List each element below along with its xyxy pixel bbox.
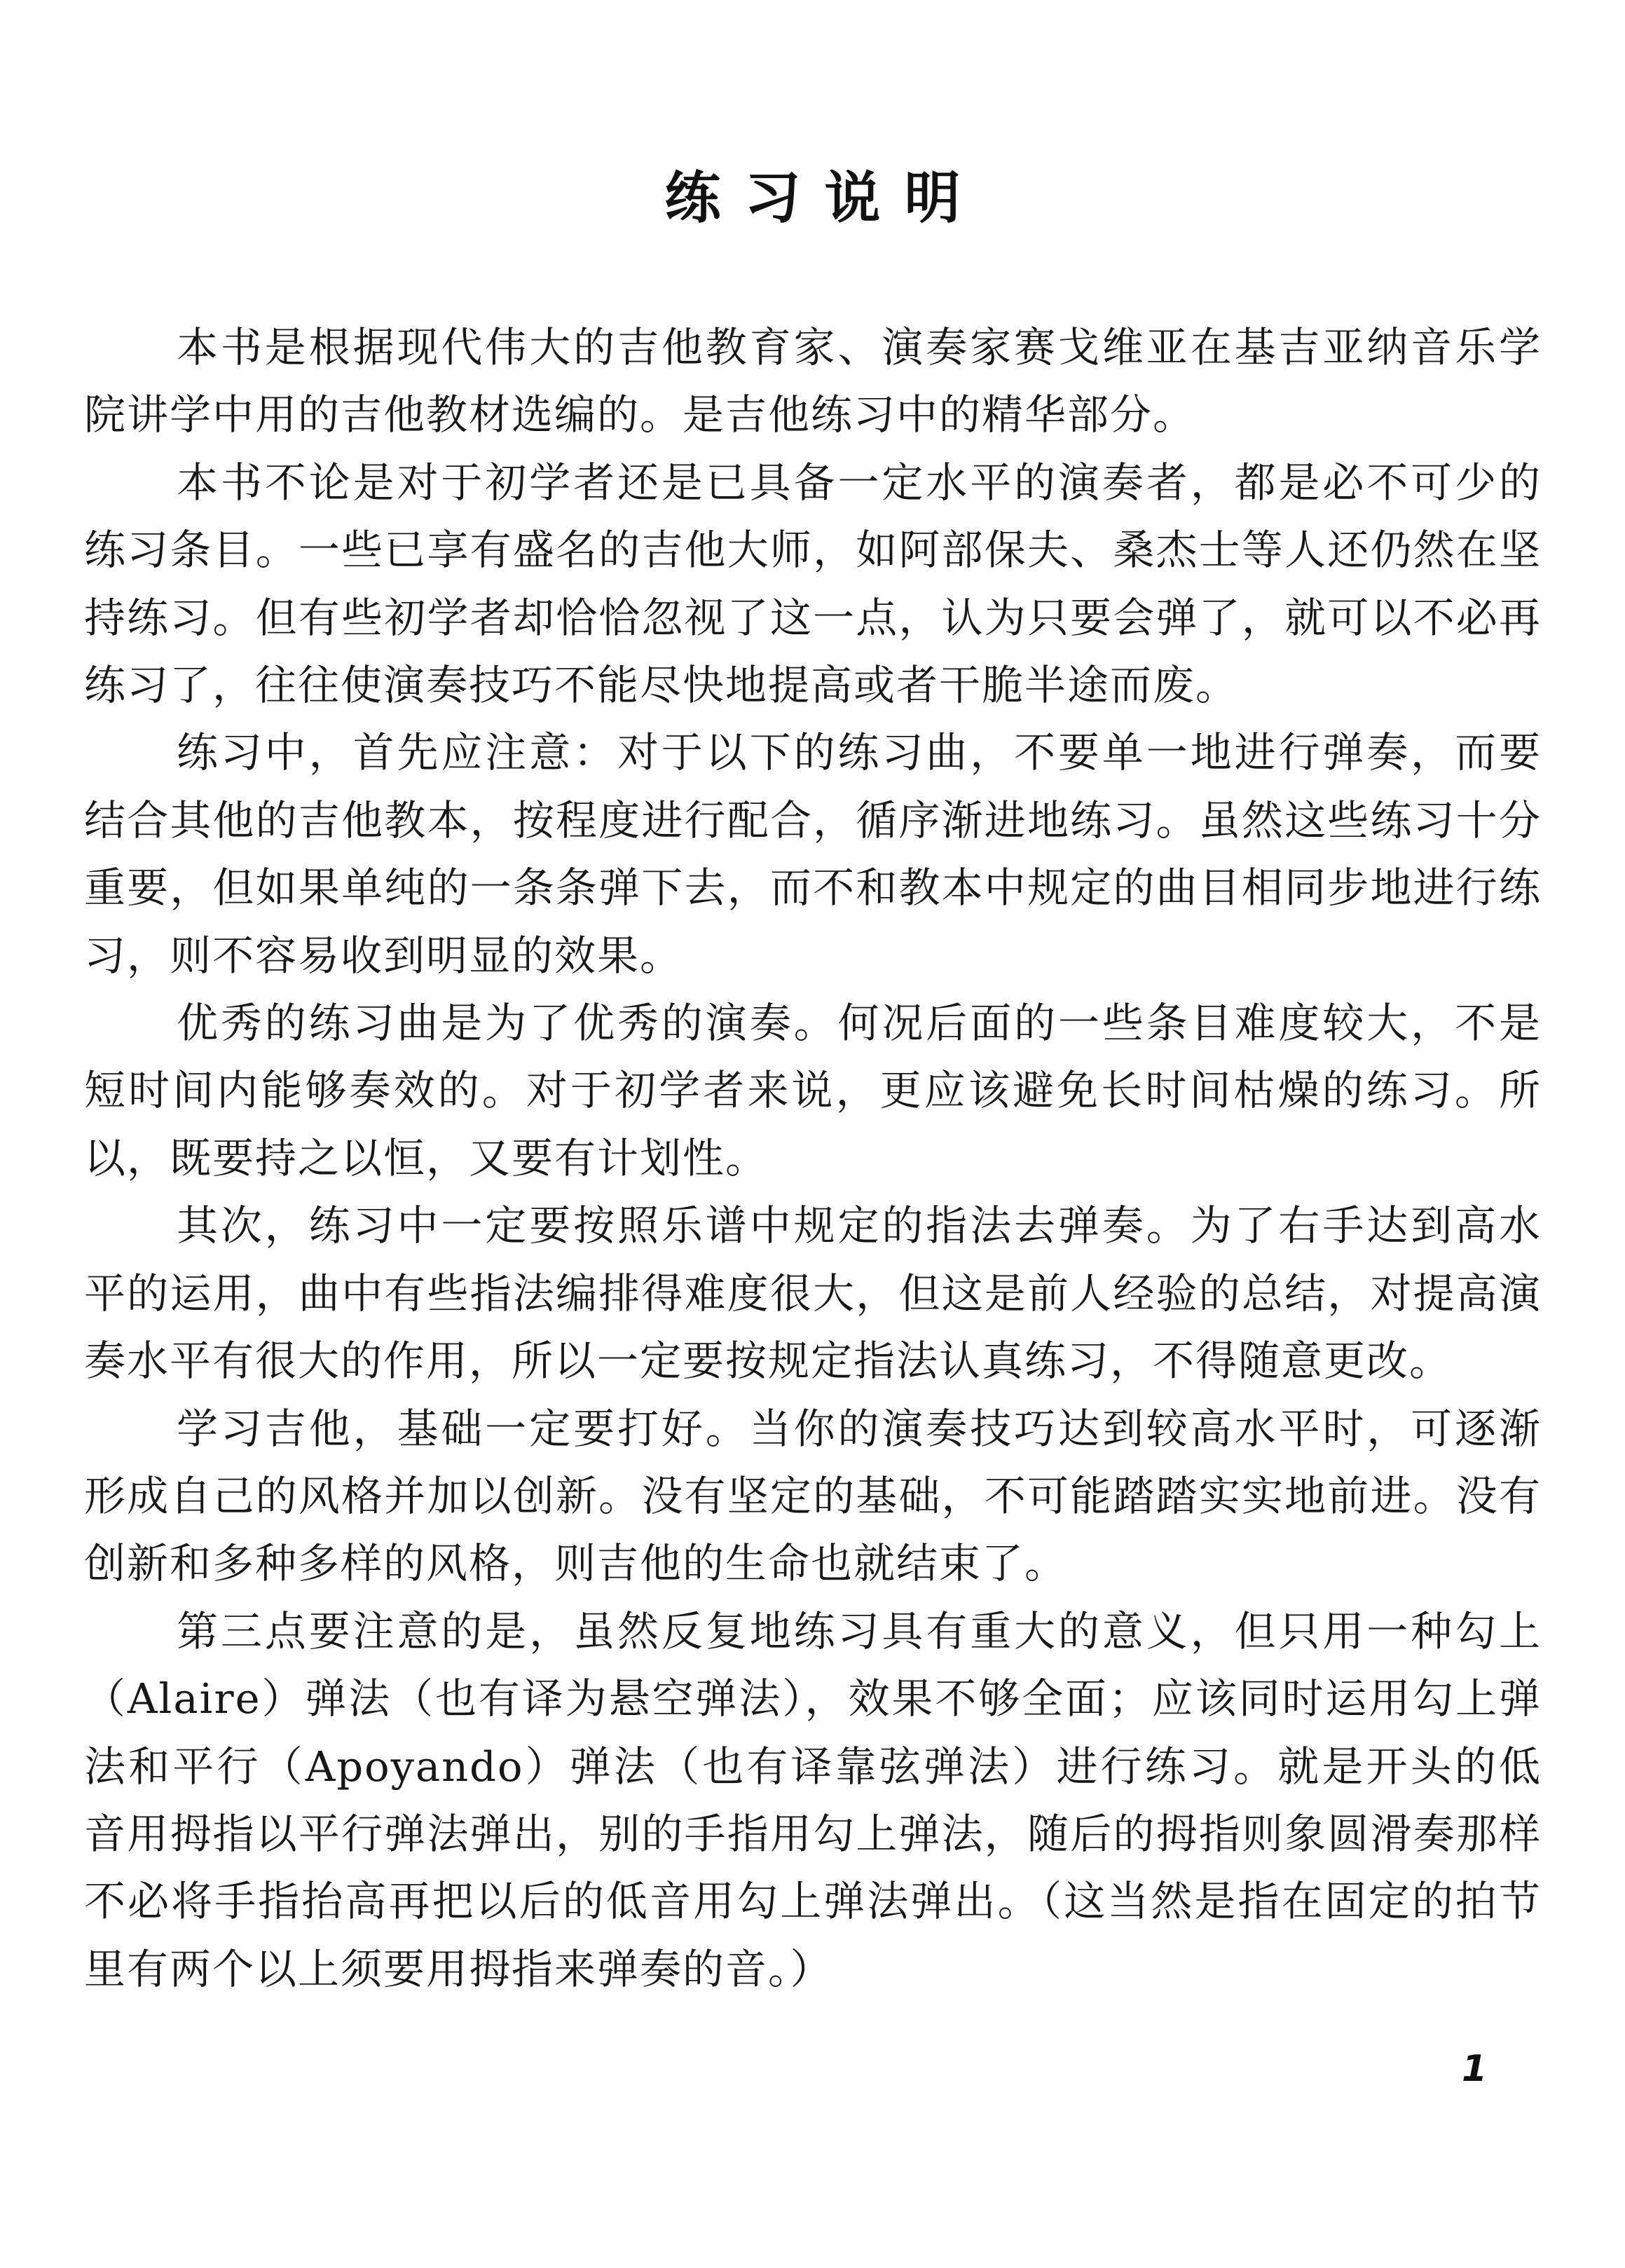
page-number: 1	[1462, 2048, 1488, 2090]
paragraph-foundation: 学习吉他，基础一定要打好。当你的演奏技巧达到较高水平时，可逐渐形成自己的风格并加以创新。没有坚定的基础，不可能踏踏实实地前进。没有创新和多种多样的风格，则吉他的生命也就结束了。	[84, 1404, 1542, 1588]
page-title: 练习说明	[664, 165, 985, 231]
paragraph-planning: 优秀的练习曲是为了优秀的演奏。何况后面的一些条目难度较大，不是短时间内能够奏效的。对于初学者来说，更应该避免长时间枯燥的练习。所以，既要持之以恒，又要有计划性。	[84, 999, 1542, 1182]
paragraph-fingering: 其次，练习中一定要按照乐谱中规定的指法去弹奏。为了右手达到高水平的运用，曲中有些指法编排得难度很大，但这是前人经验的总结，对提高演奏水平有很大的作用，所以一定要按规定指法认真练习，不得随意更改。	[84, 1201, 1542, 1386]
paragraph-first-point: 练习中，首先应注意：对于以下的练习曲，不要单一地进行弹奏，而要结合其他的吉他教本，按程度进行配合，循序渐进地练习。虽然这些练习十分重要，但如果单纯的一条条弹下去，而不和教本中规定的曲目相同步地进行练习，则不容易收到明显的效果。	[84, 728, 1542, 980]
paragraph-intro: 本书是根据现代伟大的吉他教育家、演奏家赛戈维亚在基吉亚纳音乐学院讲学中用的吉他教材选编的。是吉他练习中的精华部分。	[84, 323, 1542, 439]
body-text	[84, 314, 1542, 2003]
paragraph-importance: 本书不论是对于初学者还是已具备一定水平的演奏者，都是必不可少的练习条目。一些已享有盛名的吉他大师，如阿部保夫、桑杰士等人还仍然在坚持练习。但有些初学者却恰恰忽视了这一点，认为只要会弹了，就可以不必再练习了，往往使演奏技巧不能尽快地提高或者干脆半途而废。	[84, 458, 1542, 710]
paragraph-third-point: 第三点要注意的是，虽然反复地练习具有重大的意义，但只用一种勾上（Alaire）弹法（也有译为悬空弹法），效果不够全面；应该同时运用勾上弹法和平行（Apoyando）弹法（也有译靠弦弹法）进行练习。就是开头的低音用拇指以平行弹法弹出，别的手指用勾上弹法，随后的拇指则象圆滑奏那样不必将手指抬高再把以后的低音用勾上弹法弹出。（这当然是指在固定的拍节里有两个以上须要用拇指来弹奏的音。）	[84, 1606, 1542, 1993]
